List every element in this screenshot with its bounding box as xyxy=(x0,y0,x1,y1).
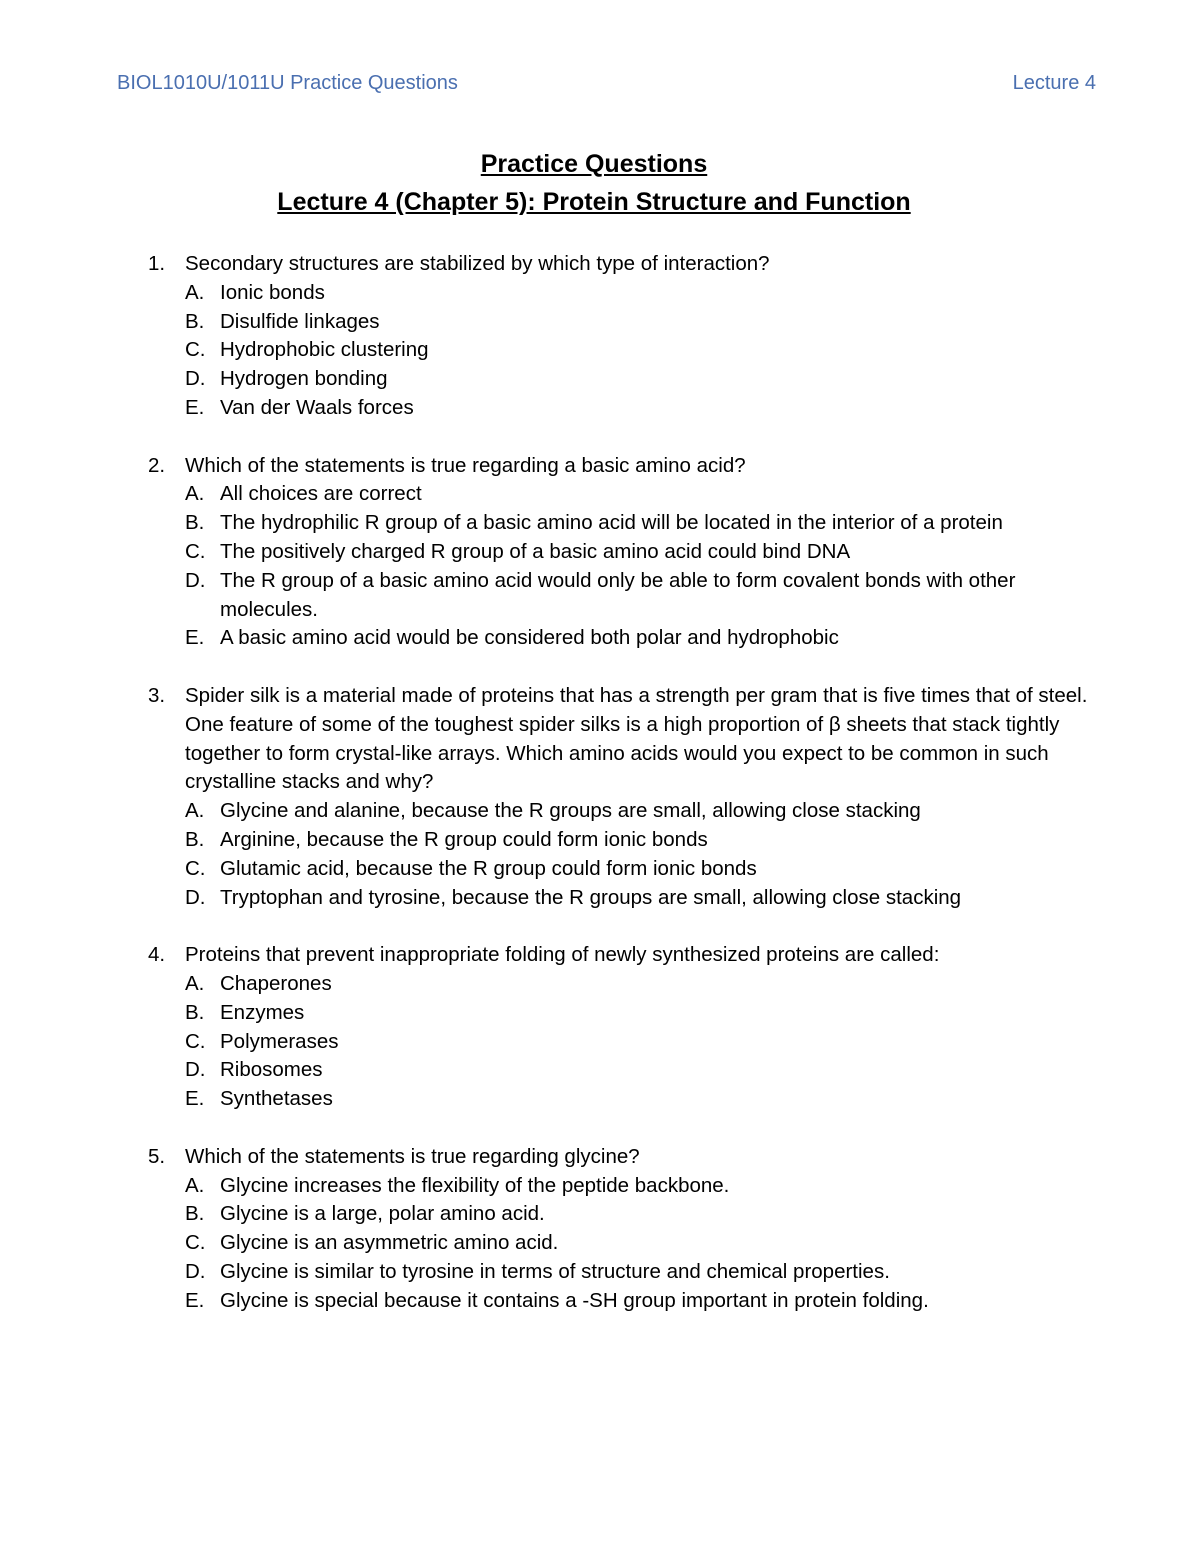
option-text: Ribosomes xyxy=(220,1058,323,1082)
option-letter: C. xyxy=(185,1231,206,1255)
option-letter: E. xyxy=(185,626,205,650)
option-letter: B. xyxy=(185,309,205,333)
answer-option xyxy=(185,1056,1088,1085)
question-number: 3. xyxy=(148,683,166,707)
answer-options xyxy=(185,797,1088,912)
option-text: Chaperones xyxy=(220,971,332,995)
question-1 xyxy=(148,250,1088,423)
answer-option xyxy=(185,826,1088,855)
option-letter: B. xyxy=(185,511,205,535)
question-text: Spider silk is a material made of proteins that has a strength per gram that is five times that of steel. One feature of some of the toughest spider silks is a high proportion of β sheets that stack tightly together to form crystal-like arrays. Which amino acids would you expect to be common in such crystalline stacks and why? xyxy=(185,683,1088,794)
option-text: A basic amino acid would be considered both polar and hydrophobic xyxy=(220,626,839,650)
option-letter: B. xyxy=(185,1202,205,1226)
answer-option xyxy=(185,999,1088,1028)
answer-option xyxy=(185,1229,1088,1258)
option-text: Glycine and alanine, because the R groups are small, allowing close stacking xyxy=(220,799,921,823)
answer-option xyxy=(185,1258,1088,1287)
question-3 xyxy=(148,682,1088,912)
answer-option xyxy=(185,509,1088,538)
question-number: 2. xyxy=(148,453,166,477)
header-lecture-label: Lecture 4 xyxy=(1012,72,1096,94)
answer-option xyxy=(185,365,1088,394)
option-letter: B. xyxy=(185,827,205,851)
answer-options xyxy=(185,480,1088,653)
page-header xyxy=(117,72,1096,100)
question-stem xyxy=(148,1143,1088,1172)
option-letter: A. xyxy=(185,971,205,995)
question-number: 4. xyxy=(148,943,166,967)
option-text: Tryptophan and tyrosine, because the R groups are small, allowing close stacking xyxy=(220,885,962,909)
option-text: Glycine is similar to tyrosine in terms of structure and chemical properties. xyxy=(220,1259,890,1283)
answer-option xyxy=(185,624,1088,653)
answer-option xyxy=(185,308,1088,337)
answer-option xyxy=(185,1172,1088,1201)
answer-option xyxy=(185,797,1088,826)
question-4 xyxy=(148,941,1088,1114)
answer-option xyxy=(185,884,1088,913)
answer-option xyxy=(185,855,1088,884)
option-text: Glycine increases the flexibility of the peptide backbone. xyxy=(220,1173,730,1197)
answer-options xyxy=(185,279,1088,423)
option-letter: D. xyxy=(185,1058,206,1082)
answer-option xyxy=(185,480,1088,509)
option-text: The positively charged R group of a basic amino acid could bind DNA xyxy=(220,539,851,563)
answer-option xyxy=(185,538,1088,567)
option-letter: D. xyxy=(185,885,206,909)
answer-options xyxy=(185,1172,1088,1316)
answer-option xyxy=(185,1085,1088,1114)
title-line-1: Practice Questions xyxy=(480,150,708,178)
question-list xyxy=(148,250,1088,1344)
option-text: Glycine is a large, polar amino acid. xyxy=(220,1202,545,1226)
question-number: 1. xyxy=(148,252,166,275)
option-text: Arginine, because the R group could form ionic bonds xyxy=(220,827,708,851)
option-letter: E. xyxy=(185,395,205,419)
title-line-2: Lecture 4 (Chapter 5): Protein Structure and Function xyxy=(277,188,911,216)
question-text: Secondary structures are stabilized by which type of interaction? xyxy=(185,252,770,275)
question-stem xyxy=(148,682,1088,797)
answer-options xyxy=(185,970,1088,1114)
option-text: Polymerases xyxy=(220,1029,339,1053)
header-course-title: BIOL1010U/1011U Practice Questions xyxy=(117,72,458,94)
option-text: Hydrogen bonding xyxy=(220,367,388,391)
answer-option xyxy=(185,567,1088,625)
option-letter: D. xyxy=(185,367,206,391)
option-letter: C. xyxy=(185,338,206,362)
question-number: 5. xyxy=(148,1144,166,1168)
option-letter: A. xyxy=(185,799,205,823)
answer-option xyxy=(185,970,1088,999)
option-letter: A. xyxy=(185,1173,205,1197)
option-letter: A. xyxy=(185,280,205,304)
answer-option xyxy=(185,1200,1088,1229)
question-5 xyxy=(148,1143,1088,1316)
question-2 xyxy=(148,452,1088,654)
option-letter: A. xyxy=(185,482,205,506)
answer-option xyxy=(185,394,1088,423)
option-letter: C. xyxy=(185,539,206,563)
option-letter: D. xyxy=(185,568,206,592)
option-text: Enzymes xyxy=(220,1000,305,1024)
question-stem xyxy=(148,941,1088,970)
option-letter: E. xyxy=(185,1288,205,1312)
option-letter: B. xyxy=(185,1000,205,1024)
option-text: Glycine is special because it contains a -SH group important in protein folding. xyxy=(220,1288,929,1312)
answer-option xyxy=(185,336,1088,365)
option-text: Hydrophobic clustering xyxy=(220,338,429,362)
option-letter: C. xyxy=(185,856,206,880)
option-text: Ionic bonds xyxy=(220,280,325,304)
option-text: All choices are correct xyxy=(220,482,422,506)
question-text: Which of the statements is true regarding a basic amino acid? xyxy=(185,453,746,477)
option-letter: E. xyxy=(185,1087,205,1111)
option-letter: D. xyxy=(185,1259,206,1283)
option-letter: C. xyxy=(185,1029,206,1053)
option-text: Synthetases xyxy=(220,1087,333,1111)
question-text: Proteins that prevent inappropriate folding of newly synthesized proteins are called: xyxy=(185,943,940,967)
question-text: Which of the statements is true regarding glycine? xyxy=(185,1144,640,1168)
option-text: Glutamic acid, because the R group could form ionic bonds xyxy=(220,856,757,880)
question-stem xyxy=(148,250,1088,279)
option-text: Van der Waals forces xyxy=(220,395,414,419)
option-text: Disulfide linkages xyxy=(220,309,380,333)
answer-option xyxy=(185,1028,1088,1057)
option-text: The R group of a basic amino acid would only be able to form covalent bonds with other molecules. xyxy=(220,568,1016,621)
document-title xyxy=(0,145,1200,221)
answer-option xyxy=(185,1287,1088,1316)
answer-option xyxy=(185,279,1088,308)
option-text: Glycine is an asymmetric amino acid. xyxy=(220,1231,559,1255)
question-stem xyxy=(148,452,1088,481)
option-text: The hydrophilic R group of a basic amino acid will be located in the interior of a protein xyxy=(220,511,1003,535)
